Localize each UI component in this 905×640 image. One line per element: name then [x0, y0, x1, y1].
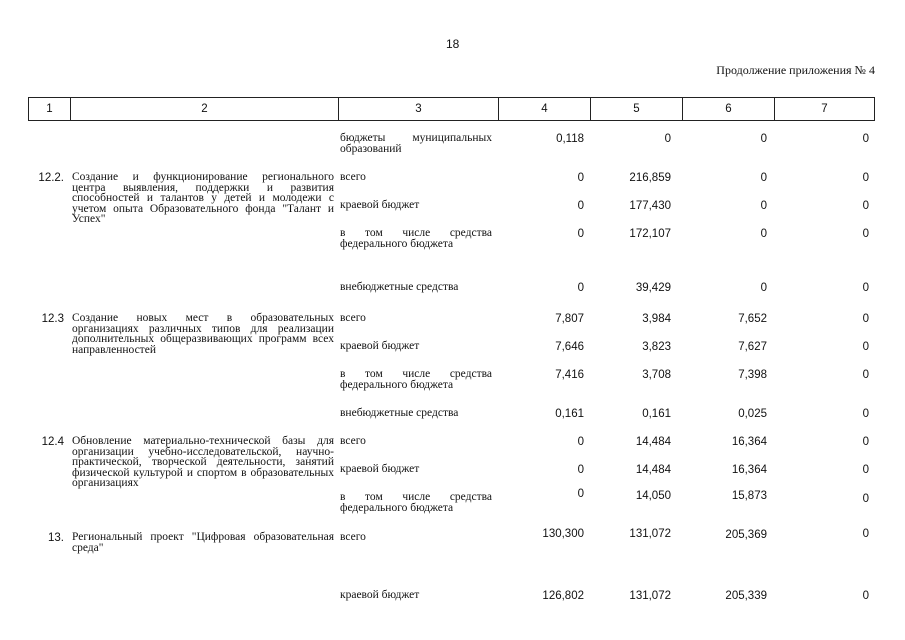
source-cell: краевой бюджет: [340, 340, 420, 352]
value-col4: 0,161: [555, 408, 584, 420]
column-header-3: 3: [339, 98, 499, 121]
value-col7: 0: [862, 228, 869, 240]
value-col7: 0: [862, 493, 869, 505]
value-col7: 0: [862, 464, 869, 476]
item-name: Создание и функционирование регионального центра выявления, поддержки и развития способностей и талантов у детей и молодежи с учетом опыта Образовательного фонда "Талант и Успех": [72, 171, 334, 225]
source-cell: краевой бюджет: [340, 589, 420, 601]
source-cell: в том числе средства федерального бюджета: [340, 227, 492, 250]
value-col6: 205,339: [725, 590, 767, 602]
value-col6: 0: [760, 172, 767, 184]
value-col5: 131,072: [629, 590, 671, 602]
value-col6: 0: [760, 200, 767, 212]
source-cell: краевой бюджет: [340, 463, 420, 475]
row-number: 13.: [48, 532, 64, 544]
column-header-2: 2: [71, 98, 339, 121]
row-number: 12.3: [41, 313, 64, 325]
column-header-table: [28, 97, 875, 121]
column-header-6: 6: [683, 98, 775, 121]
value-col4: 7,416: [555, 369, 584, 381]
value-col7: 0: [862, 369, 869, 381]
value-col7: 0: [862, 200, 869, 212]
value-col5: 172,107: [629, 228, 671, 240]
column-header-7: 7: [775, 98, 875, 121]
value-col5: 14,050: [635, 490, 671, 502]
value-col6: 0: [760, 133, 767, 145]
value-col5: 14,484: [635, 436, 671, 448]
value-col6: 0,025: [738, 408, 767, 420]
value-col5: 177,430: [629, 200, 671, 212]
value-col5: 0,161: [642, 408, 671, 420]
value-col7: 0: [862, 133, 869, 145]
source-cell: внебюджетные средства: [340, 407, 459, 419]
value-col4: 0: [577, 464, 584, 476]
value-col6: 16,364: [731, 436, 767, 448]
item-name: Региональный проект "Цифровая образовательная среда": [72, 531, 334, 554]
value-col5: 216,859: [629, 172, 671, 184]
row-number: 12.2.: [38, 172, 64, 184]
value-col4: 0: [577, 228, 584, 240]
item-name: Обновление материально-технической базы для организации учебно-исследовательской, научно-практической, творческой деятельности, занятий физической культурой и спортом в образовательных организациях: [72, 435, 334, 489]
value-col7: 0: [862, 341, 869, 353]
value-col4: 7,646: [555, 341, 584, 353]
value-col4: 0: [577, 172, 584, 184]
value-col4: 7,807: [555, 313, 584, 325]
source-cell: в том числе средства федерального бюджета: [340, 491, 492, 514]
value-col4: 0: [577, 200, 584, 212]
value-col6: 16,364: [731, 464, 767, 476]
value-col7: 0: [862, 313, 869, 325]
value-col7: 0: [862, 436, 869, 448]
source-cell: всего: [340, 435, 366, 447]
value-col7: 0: [862, 282, 869, 294]
value-col5: 39,429: [635, 282, 671, 294]
value-col6: 7,627: [738, 341, 767, 353]
value-col6: 7,398: [738, 369, 767, 381]
source-cell: внебюджетные средства: [340, 281, 459, 293]
column-header-5: 5: [591, 98, 683, 121]
source-cell: всего: [340, 531, 366, 543]
column-header-4: 4: [499, 98, 591, 121]
value-col6: 0: [760, 282, 767, 294]
value-col6: 205,369: [725, 529, 767, 541]
value-col7: 0: [862, 408, 869, 420]
value-col7: 0: [862, 528, 869, 540]
source-cell: бюджеты муниципальных образований: [340, 132, 492, 155]
value-col4: 0: [577, 488, 584, 500]
value-col6: 7,652: [738, 313, 767, 325]
continuation-label: Продолжение приложения № 4: [716, 63, 875, 77]
source-cell: всего: [340, 312, 366, 324]
source-cell: краевой бюджет: [340, 199, 420, 211]
value-col5: 3,984: [642, 313, 671, 325]
value-col5: 3,823: [642, 341, 671, 353]
column-header-1: 1: [29, 98, 71, 121]
source-cell: в том числе средства федерального бюджета: [340, 368, 492, 391]
value-col7: 0: [862, 590, 869, 602]
value-col4: 130,300: [542, 528, 584, 540]
page-number: 18: [446, 37, 460, 51]
value-col5: 131,072: [629, 528, 671, 540]
value-col5: 14,484: [635, 464, 671, 476]
value-col4: 0: [577, 436, 584, 448]
value-col6: 0: [760, 228, 767, 240]
row-number: 12.4: [41, 436, 64, 448]
value-col5: 3,708: [642, 369, 671, 381]
value-col5: 0: [664, 133, 671, 145]
source-cell: всего: [340, 171, 366, 183]
value-col6: 15,873: [731, 490, 767, 502]
value-col4: 0,118: [556, 133, 584, 145]
value-col4: 0: [577, 282, 584, 294]
value-col4: 126,802: [542, 590, 584, 602]
value-col7: 0: [862, 172, 869, 184]
item-name: Создание новых мест в образовательных организациях различных типов для реализации дополнительных общеразвивающих программ всех направленностей: [72, 312, 334, 356]
